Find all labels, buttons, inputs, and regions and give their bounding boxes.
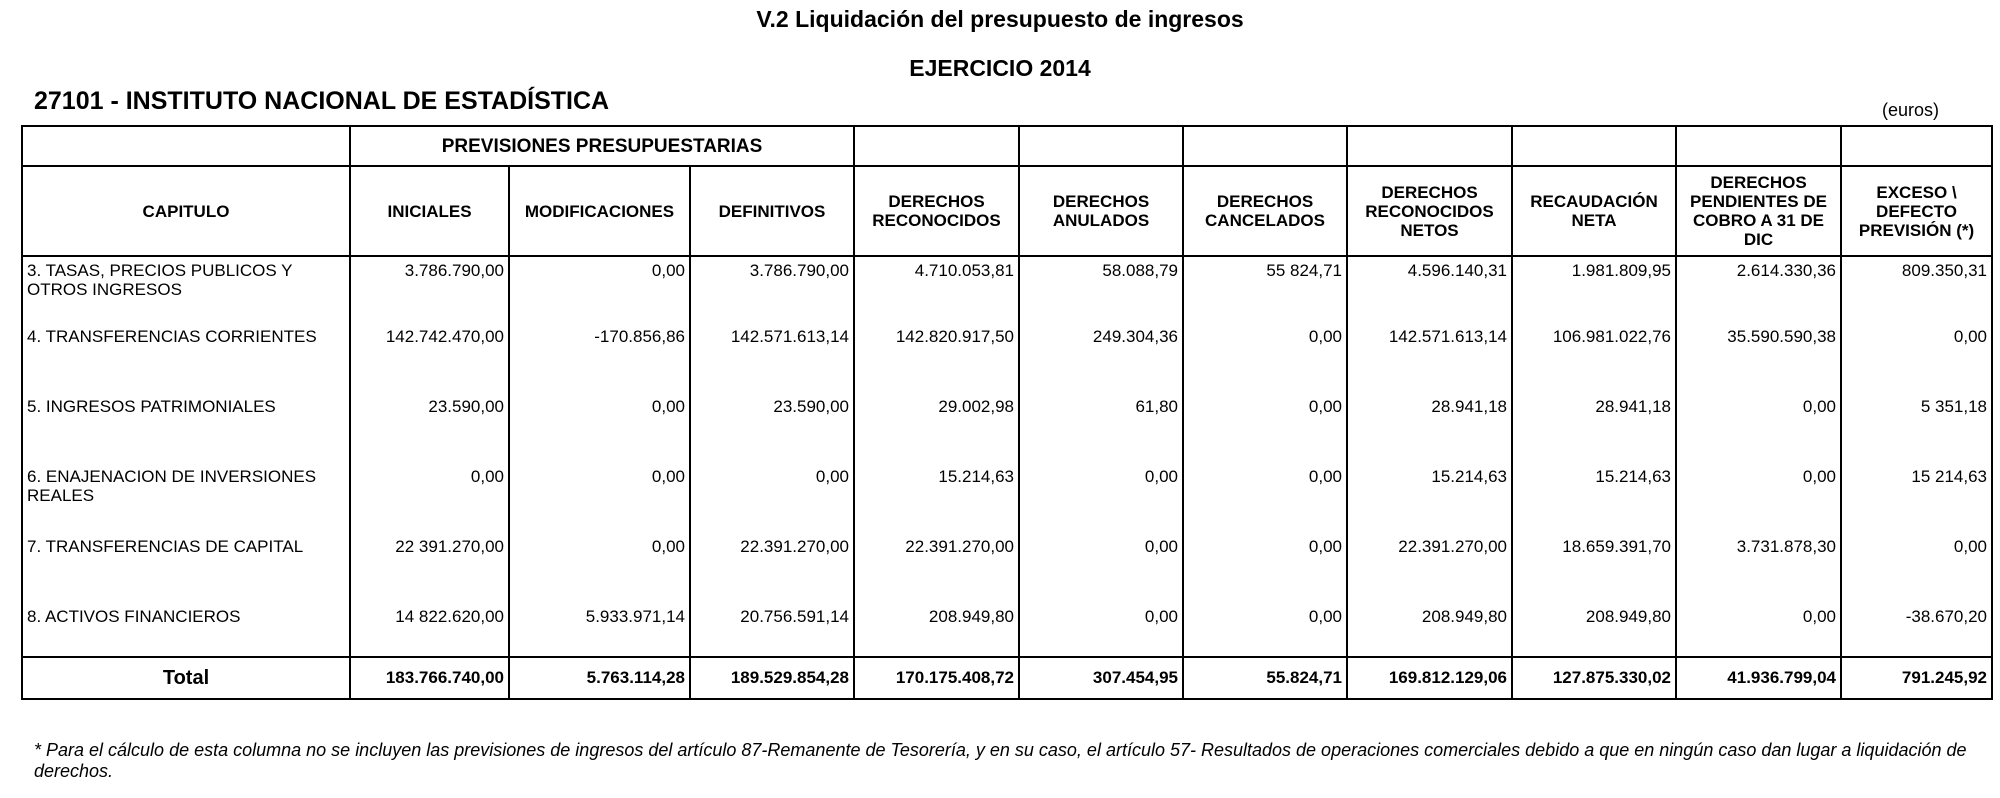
- amount-cell: 809.350,31: [1841, 256, 1992, 323]
- total-amount: 41.936.799,04: [1676, 657, 1841, 699]
- chapter-label: 6. ENAJENACION DE INVERSIONES REALES: [22, 463, 350, 533]
- amount-cell: 14 822.620,00: [350, 603, 509, 657]
- column-header: DERECHOS ANULADOS: [1019, 166, 1183, 256]
- amount-cell: 0,00: [1183, 323, 1347, 393]
- amount-cell: 0,00: [350, 463, 509, 533]
- amount-cell: 3.786.790,00: [690, 256, 854, 323]
- table-row: [22, 323, 1992, 393]
- total-amount: 791.245,92: [1841, 657, 1992, 699]
- empty-header-cell: [854, 126, 1019, 166]
- total-row: [22, 657, 1992, 699]
- group-header-row: [22, 126, 1992, 166]
- amount-cell: 142.571.613,14: [1347, 323, 1512, 393]
- total-label: Total: [22, 657, 350, 699]
- empty-header-cell: [1512, 126, 1676, 166]
- column-header: DERECHOS PENDIENTES DE COBRO A 31 DE DIC: [1676, 166, 1841, 256]
- amount-cell: 0,00: [509, 533, 690, 603]
- amount-cell: 61,80: [1019, 393, 1183, 463]
- amount-cell: 18.659.391,70: [1512, 533, 1676, 603]
- chapter-label: 3. TASAS, PRECIOS PUBLICOS Y OTROS INGRESOS: [22, 256, 350, 323]
- amount-cell: 3.731.878,30: [1676, 533, 1841, 603]
- amount-cell: 0,00: [1183, 393, 1347, 463]
- amount-cell: 249.304,36: [1019, 323, 1183, 393]
- chapter-label: 7. TRANSFERENCIAS DE CAPITAL: [22, 533, 350, 603]
- amount-cell: 208.949,80: [1512, 603, 1676, 657]
- empty-header-cell: [1183, 126, 1347, 166]
- amount-cell: 22.391.270,00: [1347, 533, 1512, 603]
- amount-cell: 35.590.590,38: [1676, 323, 1841, 393]
- amount-cell: 142.742.470,00: [350, 323, 509, 393]
- amount-cell: 0,00: [1019, 603, 1183, 657]
- chapter-label: 4. TRANSFERENCIAS CORRIENTES: [22, 323, 350, 393]
- amount-cell: 4.596.140,31: [1347, 256, 1512, 323]
- chapter-label: 8. ACTIVOS FINANCIEROS: [22, 603, 350, 657]
- column-header: MODIFICACIONES: [509, 166, 690, 256]
- amount-cell: 106.981.022,76: [1512, 323, 1676, 393]
- amount-cell: 142.820.917,50: [854, 323, 1019, 393]
- amount-cell: 0,00: [1676, 463, 1841, 533]
- footnote: * Para el cálculo de esta columna no se incluyen las previsiones de ingresos del artículo 87-Remanente de Tesorería, y en su caso, el artículo 57- Resultados de operaciones comerciales debido a que en ningún caso dan lugar a liquidación de derechos.: [34, 740, 1967, 781]
- amount-cell: 0,00: [1841, 533, 1992, 603]
- amount-cell: 0,00: [1183, 533, 1347, 603]
- units-label: (euros): [1882, 100, 1940, 120]
- amount-cell: 142.571.613,14: [690, 323, 854, 393]
- amount-cell: 23.590,00: [690, 393, 854, 463]
- amount-cell: 2.614.330,36: [1676, 256, 1841, 323]
- column-header: DEFINITIVOS: [690, 166, 854, 256]
- total-amount: 307.454,95: [1019, 657, 1183, 699]
- amount-cell: 15 214,63: [1841, 463, 1992, 533]
- empty-header-cell: [1841, 126, 1992, 166]
- table-row: [22, 463, 1992, 533]
- empty-header-cell: [22, 126, 350, 166]
- column-header: INICIALES: [350, 166, 509, 256]
- amount-cell: 0,00: [1019, 463, 1183, 533]
- amount-cell: -38.670,20: [1841, 603, 1992, 657]
- amount-cell: 28.941,18: [1347, 393, 1512, 463]
- empty-header-cell: [1019, 126, 1183, 166]
- column-header: DERECHOS RECONOCIDOS: [854, 166, 1019, 256]
- amount-cell: 0,00: [509, 393, 690, 463]
- amount-cell: 0,00: [509, 256, 690, 323]
- amount-cell: 22.391.270,00: [854, 533, 1019, 603]
- amount-cell: -170.856,86: [509, 323, 690, 393]
- exercise-year: EJERCICIO 2014: [909, 55, 1091, 81]
- column-header: RECAUDACIÓN NETA: [1512, 166, 1676, 256]
- total-amount: 189.529.854,28: [690, 657, 854, 699]
- column-header: EXCESO \ DEFECTO PREVISIÓN (*): [1841, 166, 1992, 256]
- amount-cell: 0,00: [1676, 603, 1841, 657]
- total-amount: 5.763.114,28: [509, 657, 690, 699]
- amount-cell: 0,00: [1676, 393, 1841, 463]
- column-header: DERECHOS CANCELADOS: [1183, 166, 1347, 256]
- amount-cell: 5.933.971,14: [509, 603, 690, 657]
- amount-cell: 55 824,71: [1183, 256, 1347, 323]
- group-header-previsiones: PREVISIONES PRESUPUESTARIAS: [350, 126, 854, 166]
- empty-header-cell: [1676, 126, 1841, 166]
- total-amount: 55.824,71: [1183, 657, 1347, 699]
- total-amount: 183.766.740,00: [350, 657, 509, 699]
- amount-cell: 0,00: [509, 463, 690, 533]
- amount-cell: 22 391.270,00: [350, 533, 509, 603]
- table-row: [22, 603, 1992, 657]
- amount-cell: 0,00: [1019, 533, 1183, 603]
- amount-cell: 15.214,63: [854, 463, 1019, 533]
- amount-cell: 208.949,80: [1347, 603, 1512, 657]
- page-title: V.2 Liquidación del presupuesto de ingresos: [756, 6, 1244, 32]
- amount-cell: 0,00: [1183, 463, 1347, 533]
- table-row: [22, 256, 1992, 323]
- amount-cell: 4.710.053,81: [854, 256, 1019, 323]
- table-row: [22, 393, 1992, 463]
- amount-cell: 0,00: [1841, 323, 1992, 393]
- column-header: CAPITULO: [22, 166, 350, 256]
- table-body: [22, 256, 1992, 657]
- amount-cell: 0,00: [1183, 603, 1347, 657]
- total-amount: 127.875.330,02: [1512, 657, 1676, 699]
- total-amount: 170.175.408,72: [854, 657, 1019, 699]
- amount-cell: 15.214,63: [1347, 463, 1512, 533]
- amount-cell: 20.756.591,14: [690, 603, 854, 657]
- amount-cell: 28.941,18: [1512, 393, 1676, 463]
- column-header: DERECHOS RECONOCIDOS NETOS: [1347, 166, 1512, 256]
- amount-cell: 208.949,80: [854, 603, 1019, 657]
- table-row: [22, 533, 1992, 603]
- amount-cell: 22.391.270,00: [690, 533, 854, 603]
- total-amount: 169.812.129,06: [1347, 657, 1512, 699]
- chapter-label: 5. INGRESOS PATRIMONIALES: [22, 393, 350, 463]
- budget-table: [21, 125, 1993, 700]
- amount-cell: 29.002,98: [854, 393, 1019, 463]
- organization-name: 27101 - INSTITUTO NACIONAL DE ESTADÍSTICA: [34, 87, 610, 115]
- amount-cell: 15.214,63: [1512, 463, 1676, 533]
- amount-cell: 58.088,79: [1019, 256, 1183, 323]
- empty-header-cell: [1347, 126, 1512, 166]
- amount-cell: 23.590,00: [350, 393, 509, 463]
- amount-cell: 0,00: [690, 463, 854, 533]
- column-header-row: [22, 166, 1992, 256]
- amount-cell: 5 351,18: [1841, 393, 1992, 463]
- amount-cell: 3.786.790,00: [350, 256, 509, 323]
- amount-cell: 1.981.809,95: [1512, 256, 1676, 323]
